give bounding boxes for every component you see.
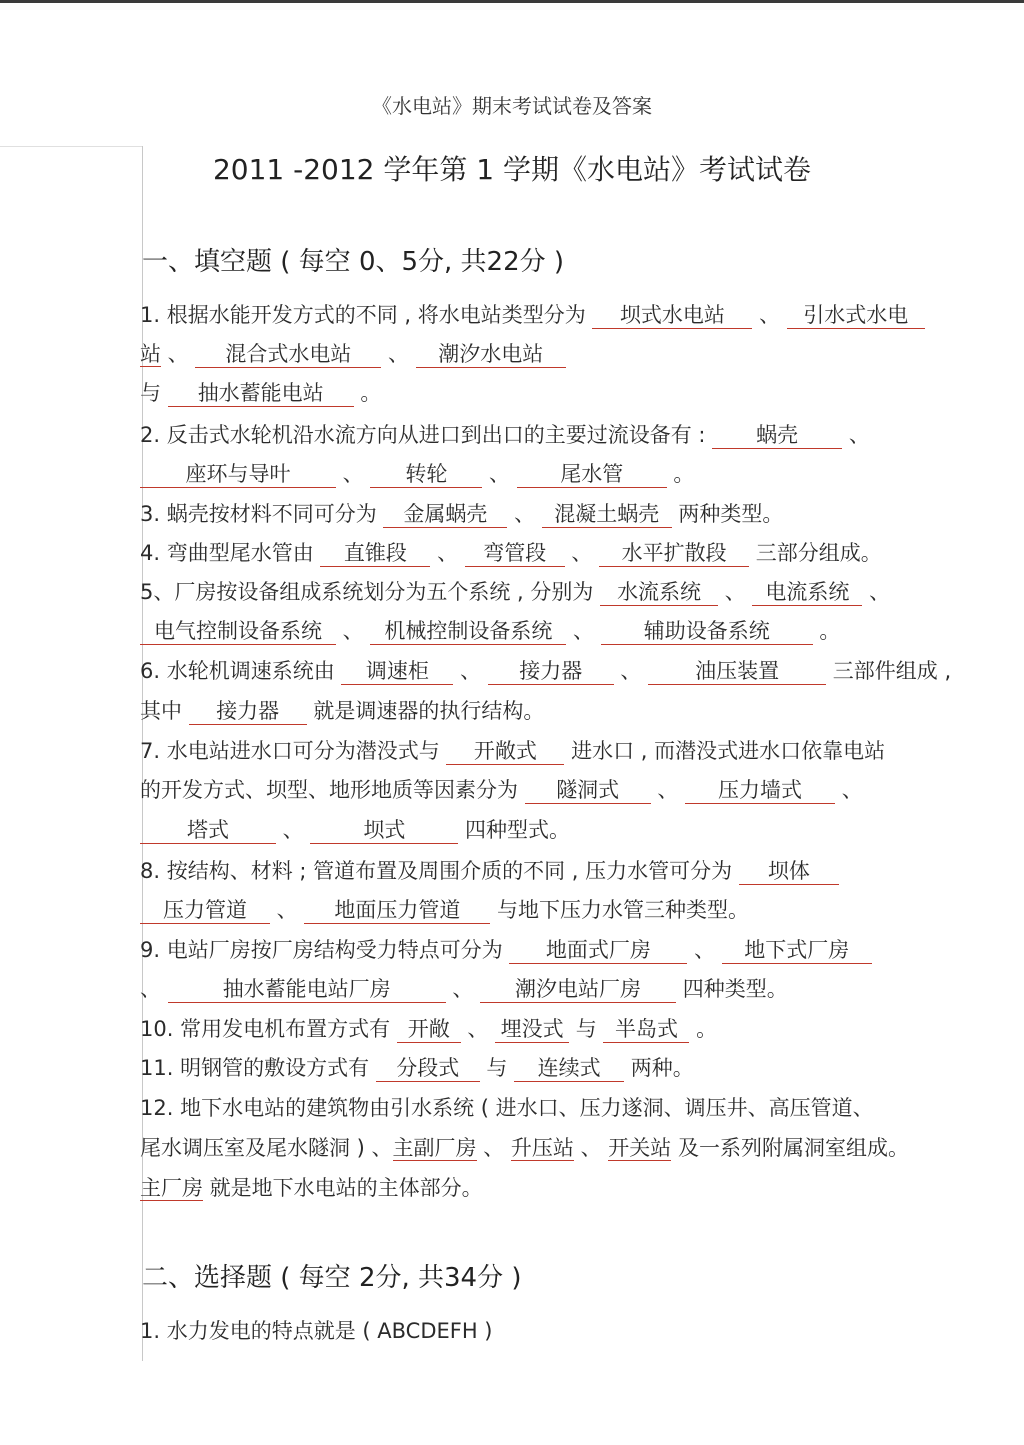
q7-line3: 塔式 、 坝式 四种型式。 [140,815,570,845]
q7-line2: 的开发方式、坝型、地形地质等因素分为 隧洞式 、 压力墙式 、 [140,778,863,802]
answer: 开敞式 [446,738,564,765]
section2-heading: 二、选择题 ( 每空 2分, 共34分 ) [142,1263,522,1293]
answer: 辅助设备系统 [601,618,813,645]
answer: 抽水蓄能电站厂房 [168,976,446,1003]
answer: 转轮 [370,461,482,488]
q3-line: 3. 蜗壳按材料不同可分为 金属蜗壳 、 混凝土蜗壳 两种类型。 [140,502,784,526]
q9-line1: 9. 电站厂房按厂房结构受力特点可分为 地面式厂房 、 地下式厂房 [140,935,872,965]
answer: 蜗壳 [712,422,842,449]
answer: 开关站 [608,1136,672,1160]
answer: 压力管道 [140,897,270,924]
answer: 调速柜 [341,658,453,685]
answer: 连续式 [514,1055,624,1082]
answer: 弯管段 [465,540,565,567]
q1-line3: 与 抽水蓄能电站 。 [140,381,382,405]
answer: 埋没式 [495,1016,569,1043]
q5-line1: 5、厂房按设备组成系统划分为五个系统 , 分别为 水流系统 、 电流系统 、 [140,580,891,604]
answer: 塔式 [140,817,276,844]
q9-line2: 、 抽水蓄能电站厂房 、 潮汐电站厂房 四种类型。 [140,977,788,1001]
q4-line: 4. 弯曲型尾水管由 直锥段 、 弯管段 、 水平扩散段 三部分组成。 [140,541,882,565]
section1-heading: 一、填空题 ( 每空 0、5分, 共22分 ) [142,247,565,277]
answer: 分段式 [376,1055,480,1082]
answer: 潮汐电站厂房 [480,976,676,1003]
q8-line1: 8. 按结构、材料 ; 管道布置及周围介质的不同 , 压力水管可分为 坝体 [140,856,839,886]
answer: 主厂房 [140,1176,203,1200]
answer: 金属蜗壳 [383,501,507,528]
margin-tick [0,146,143,147]
answer: 电流系统 [752,579,862,606]
q12-line1: 12. 地下水电站的建筑物由引水系统 ( 进水口、压力遂洞、调压井、高压管道、 [140,1096,874,1120]
answer: 坝体 [739,858,839,885]
answer: 座环与导叶 [140,461,336,488]
s2-q1-line: 1. 水力发电的特点就是 ( ABCDEFH ) [140,1319,493,1343]
answer: 尾水管 [517,461,667,488]
answer: 混合式水电站 [195,341,381,368]
q11-line: 11. 明钢管的敷设方式有 分段式 与 连续式 两种。 [140,1056,694,1080]
answer: 地下式厂房 [722,937,872,964]
answer: 接力器 [488,658,614,685]
answer: 地面压力管道 [304,897,490,924]
q1-line2: 站 、 混合式水电站 、 潮汐水电站 [140,339,566,369]
answer: 坝式水电站 [592,302,752,329]
q2-line2: 座环与导叶 、 转轮 、 尾水管 。 [140,459,694,489]
answer: 地面式厂房 [509,937,687,964]
q6-line2: 其中 接力器 就是调速器的执行结构。 [140,699,545,723]
q5-line2: 电气控制设备系统 、 机械控制设备系统 、 辅助设备系统 。 [140,616,840,646]
answer: 主副厂房 [392,1136,477,1160]
q7-line1: 7. 水电站进水口可分为潜没式与 开敞式 进水口 , 而潜没式进水口依靠电站 [140,739,886,763]
document-title: 《水电站》期末考试试卷及答案 [372,94,652,118]
q12-line2: 尾水调压室及尾水隧洞 ) 、主副厂房 、 升压站 、 开关站 及一系列附属洞室组成。 [140,1136,909,1160]
answer: 混凝土蜗壳 [542,501,672,528]
answer: 抽水蓄能电站 [168,380,354,407]
q2-line1: 2. 反击式水轮机沿水流方向从进口到出口的主要过流设备有 : 蜗壳 、 [140,423,870,447]
answer: 油压装置 [648,658,826,685]
q10-line: 10. 常用发电机布置方式有 开敞 、 埋没式 与 半岛式 。 [140,1017,718,1041]
answer: 隧洞式 [525,777,651,804]
answer: 引水式水电 [787,302,925,329]
answer: 直锥段 [320,540,430,567]
answer: 机械控制设备系统 [370,618,566,645]
answer: 压力墙式 [685,777,835,804]
top-rule [0,0,1024,3]
answer: 接力器 [189,698,307,725]
answer: 半岛式 [603,1016,689,1043]
answer: 站 [140,342,161,366]
answer: 水平扩散段 [599,540,749,567]
answer: 电气控制设备系统 [140,618,336,645]
q6-line1: 6. 水轮机调速系统由 调速柜 、 接力器 、 油压装置 三部件组成 , [140,659,952,683]
answer: 坝式 [310,817,458,844]
answer: 升压站 [510,1136,574,1160]
q8-line2: 压力管道 、 地面压力管道 与地下压力水管三种类型。 [140,895,749,925]
answer: 潮汐水电站 [416,341,566,368]
answer: 水流系统 [600,579,718,606]
exam-title: 2011 -2012 学年第 1 学期《水电站》考试试卷 [212,153,812,186]
q12-line3: 主厂房 就是地下水电站的主体部分。 [140,1176,483,1200]
q1-line1: 1. 根据水能开发方式的不同 , 将水电站类型分为 坝式水电站 、 引水式水电 [140,300,925,330]
answer: 开敞 [397,1016,461,1043]
